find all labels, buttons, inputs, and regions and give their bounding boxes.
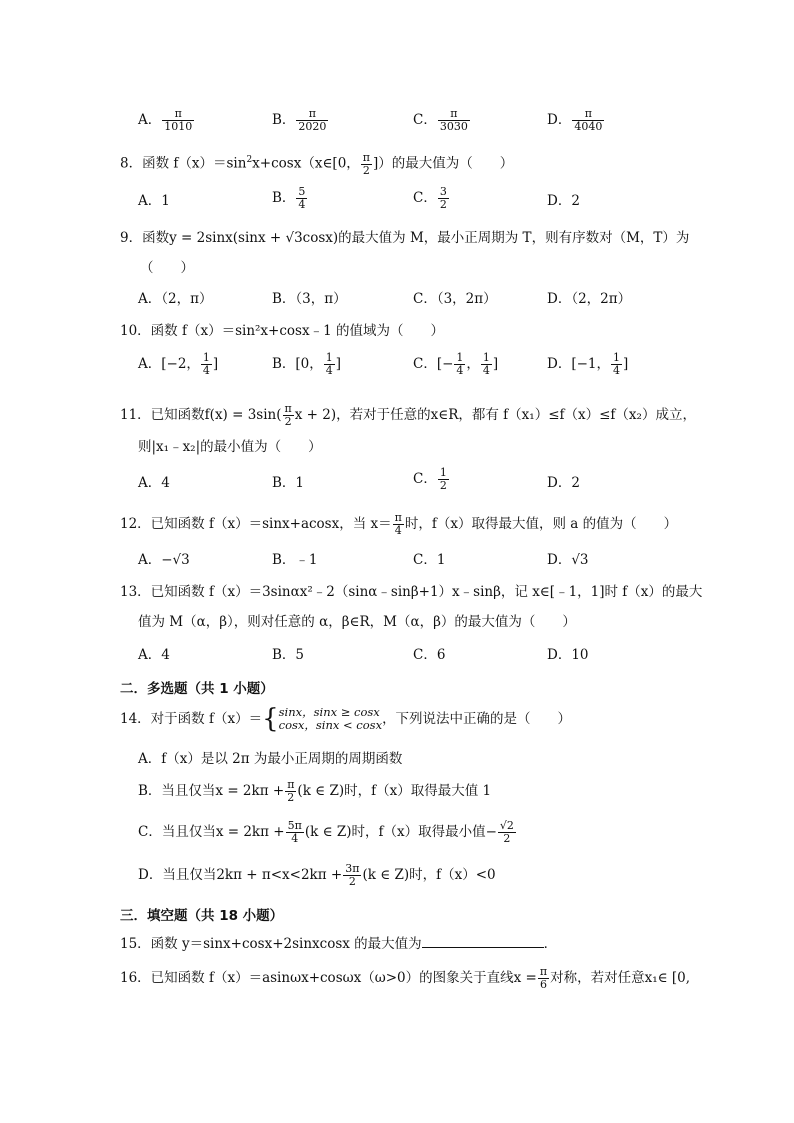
q10-stem: 10．函数 f（x）＝sin²x+cosx﹣1 的值域为（ ） [120, 323, 444, 339]
q12-option-d: D．√3 [547, 552, 589, 568]
q14-option-c: C．当且仅当x = 2kπ + $\frac{5\pi}{4}$ (k ∈ Z)时，f（x）取得最小值− $\frac{√2}{2}$ [138, 819, 514, 845]
q9-option-b: B．（3，π） [272, 291, 347, 307]
q11-option-a: A．4 [138, 475, 170, 491]
q7-option-a: A． $\frac{\pi}{1010}$ [138, 107, 193, 133]
q13-option-c: C．6 [413, 647, 446, 663]
q8-option-d: D．2 [547, 193, 580, 209]
q16-stem: 16．已知函数 f（x）＝asinωx+cosωx（ω>0）的图象关于直线x = $\frac{\pi}{6}$ 对称，若对任意x₁∈ [0, [120, 965, 691, 991]
q10-option-c: C．[− $\frac{1}{4}$ ， $\frac{1}{4}$ ] [413, 351, 499, 377]
q13-option-b: B．5 [272, 647, 305, 663]
q11-option-d: D．2 [547, 475, 580, 491]
q9-option-d: D．（2，2π） [547, 291, 632, 307]
q10-option-b: B．[0， $\frac{1}{4}$ ] [272, 351, 342, 377]
q11-stem: 11．已知函数f(x) = 3sin( $\frac{\pi}{2}$ x + 2)，若对于任意的x∈R，都有 f（x₁）≤f（x）≤f（x₂）成立， [120, 402, 696, 428]
q12-option-b: B．﹣1 [272, 552, 318, 568]
q12-stem: 12．已知函数 f（x）＝sinx+acosx，当 x＝ $\frac{\pi}{4}$ 时，f（x）取得最大值，则 a 的值为（ ） [120, 511, 678, 537]
q8-stem: 8．函数 $f(x)=\sin^2x+\cos x(x\in[0$， $\frac{\pi}{2}$ ]）的最大值为（ ） [120, 150, 514, 177]
q15-stem: 15．函数 y＝sinx+cosx+2sinxcosx 的最大值为 ． [120, 936, 558, 952]
q14-option-d: D．当且仅当2kπ + π<x<2kπ + $\frac{3\pi}{2}$ (k ∈ Z)时，f（x）<0 [138, 862, 496, 888]
q8-option-c: C． $\frac{3}{2}$ [413, 185, 447, 211]
q8-option-b: B． $\frac{5}{4}$ [272, 185, 306, 211]
q9-stem-cont: （ ） [140, 260, 194, 276]
q14-option-b: B．当且仅当x = 2kπ + $\frac{\pi}{2}$ (k ∈ Z)时，f（x）取得最大值 1 [138, 778, 492, 804]
q11-stem-cont: 则|x₁﹣x₂|的最小值为（ ） [138, 439, 322, 455]
answer-blank [422, 935, 544, 948]
q12-option-a: A．−√3 [138, 552, 190, 568]
q7-option-c: C． $\frac{\pi}{3030}$ [413, 107, 468, 133]
q13-option-d: D．10 [547, 647, 589, 663]
q13-stem-cont: 值为 M（α，β），则对任意的 α，β∈R，M（α，β）的最大值为（ ） [138, 614, 576, 630]
brace-icon: { [262, 704, 279, 734]
q13-option-a: A．4 [138, 647, 170, 663]
q14-option-a: A．f（x）是以 2π 为最小正周期的周期函数 [138, 751, 403, 767]
q9-option-c: C．（3，2π） [413, 291, 497, 307]
q9-stem: 9．函数y = 2sinx(sinx + √3cosx)的最大值为 M，最小正周期为 T，则有序数对（M，T）为 [120, 230, 690, 246]
q11-option-c: C． $\frac{1}{2}$ [413, 466, 447, 492]
q9-option-a: A．（2，π） [138, 291, 213, 307]
section-heading-fill-in: 三．填空题（共 18 小题） [120, 908, 284, 924]
q14-stem: 14．对于函数 f（x）＝ { sinx，sinx ≥ cosx cosx，sinx < cosx ，下列说法中正确的是（ ） [120, 704, 572, 734]
q10-option-a: A．[−2， $\frac{1}{4}$ ] [138, 351, 219, 377]
section-heading-multiple-choice: 二．多选题（共 1 小题） [120, 681, 274, 697]
q8-option-a: A．1 [138, 193, 170, 209]
q10-option-d: D．[−1， $\frac{1}{4}$ ] [547, 351, 629, 377]
q7-option-b: B． $\frac{\pi}{2020}$ [272, 107, 327, 133]
q11-option-b: B．1 [272, 475, 305, 491]
q7-option-d: D． $\frac{\pi}{4040}$ [547, 107, 603, 133]
q13-stem: 13．已知函数 f（x）＝3sinαx²﹣2（sinα﹣sinβ+1）x﹣sinβ，记 x∈[﹣1，1]时 f（x）的最大 [120, 584, 703, 600]
q12-option-c: C．1 [413, 552, 446, 568]
